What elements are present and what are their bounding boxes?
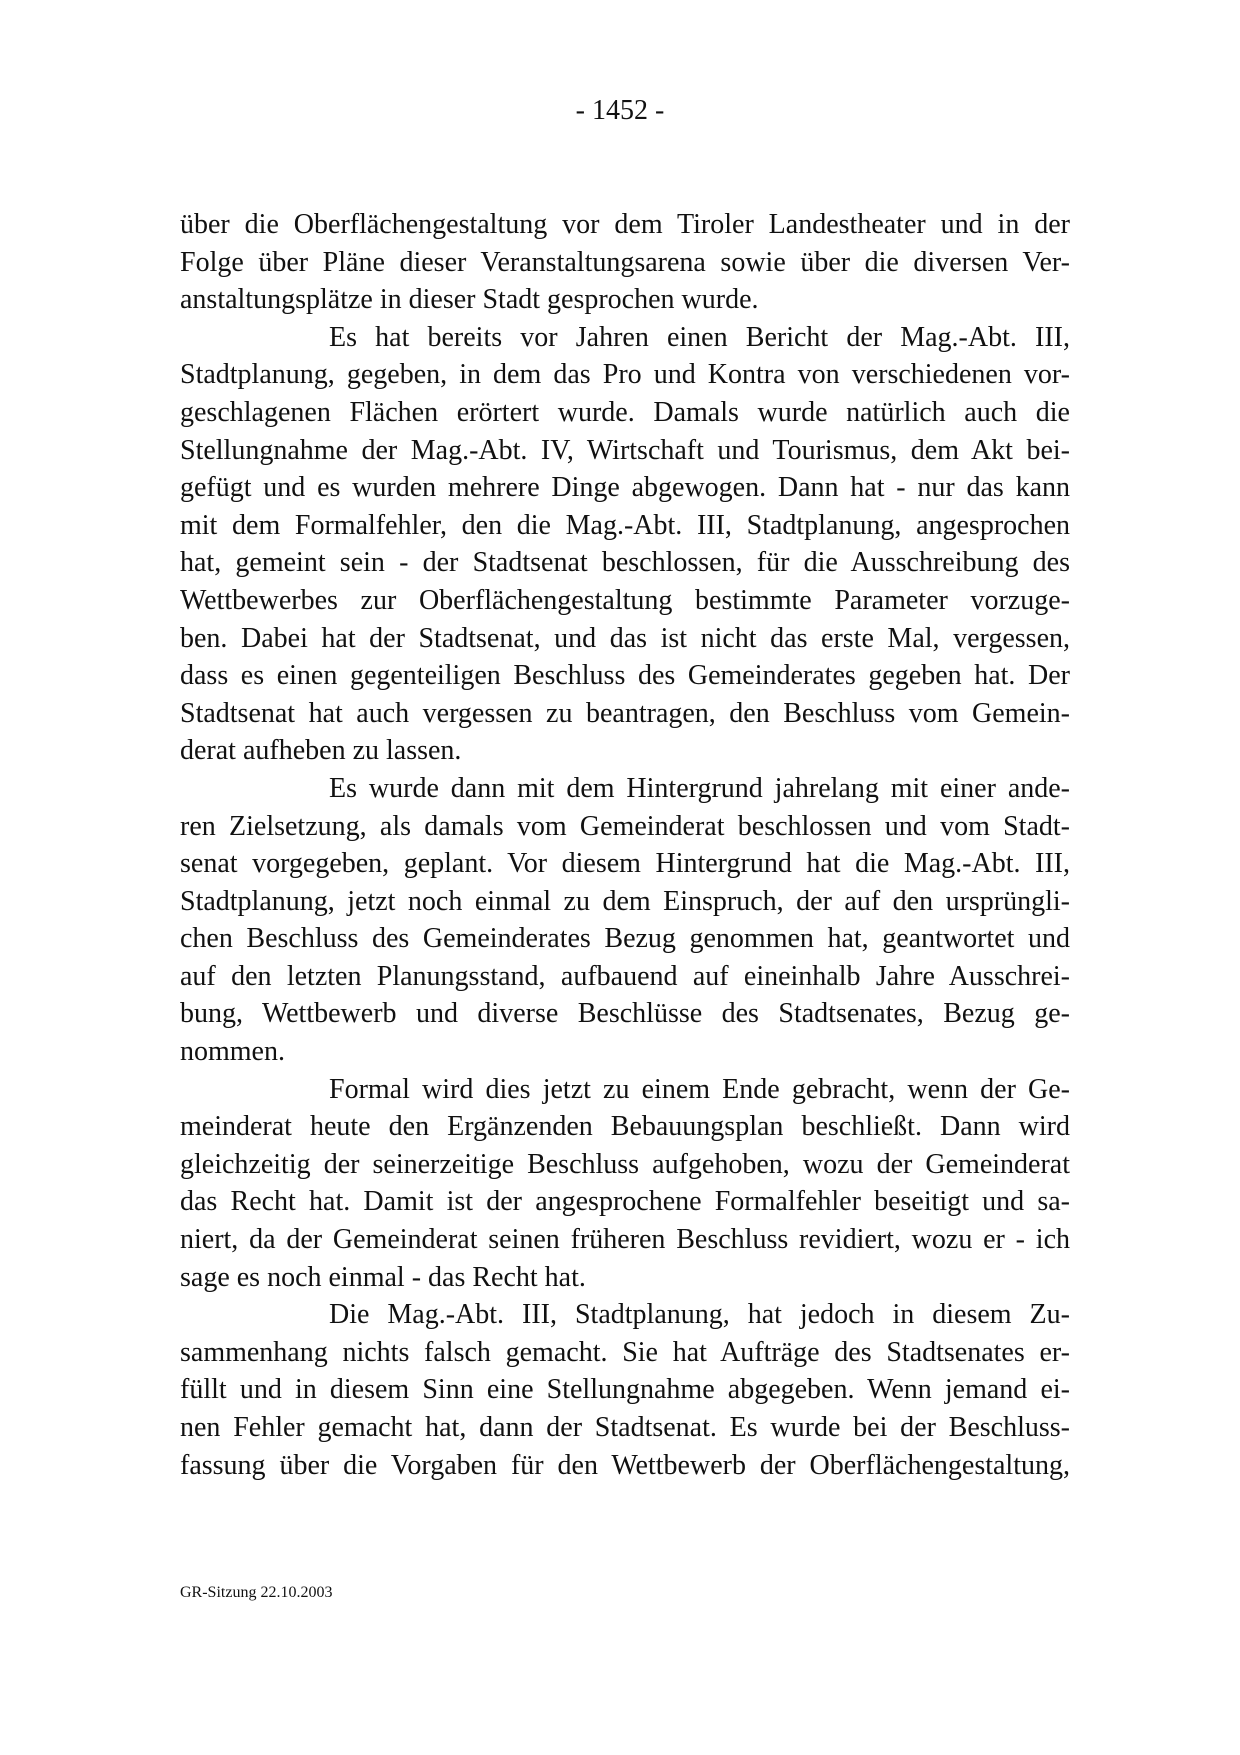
text-line: das Recht hat. Damit ist der angesprochene Formalfehler beseitigt und sa- xyxy=(180,1186,1070,1218)
text-line: nen Fehler gemacht hat, dann der Stadtsenat. Es wurde bei der Beschluss- xyxy=(180,1412,1070,1443)
text-line: chen Beschluss des Gemeinderates Bezug genommen hat, geantwortet und xyxy=(180,923,1070,955)
footer-session-date: GR-Sitzung 22.10.2003 xyxy=(180,1584,333,1601)
text-line: nommen. xyxy=(180,1036,285,1068)
text-line: derat aufheben zu lassen. xyxy=(180,735,462,767)
paragraph xyxy=(180,206,1070,319)
text-line: geschlagenen Flächen erörtert wurde. Damals wurde natürlich auch die xyxy=(180,396,1070,428)
page-number: - 1452 - xyxy=(575,95,665,126)
text-line: ben. Dabei hat der Stadtsenat, und das ist nicht das erste Mal, vergessen, xyxy=(180,622,1070,654)
text-line: hat, gemeint sein - der Stadtsenat beschlossen, für die Ausschreibung des xyxy=(180,547,1070,579)
text-line: bung, Wettbewerb und diverse Beschlüsse des Stadtsenates, Bezug ge- xyxy=(180,998,1070,1030)
text-line: senat vorgegeben, geplant. Vor diesem Hintergrund hat die Mag.-Abt. III, xyxy=(180,848,1070,880)
text-line: Stadtplanung, jetzt noch einmal zu dem Einspruch, der auf den ursprüngli- xyxy=(180,885,1070,917)
text-line: sammenhang nichts falsch gemacht. Sie hat Aufträge des Stadtsenates er- xyxy=(180,1336,1070,1368)
text-line: Wettbewerbes zur Oberflächengestaltung bestimmte Parameter vorzuge- xyxy=(180,584,1070,616)
text-line: gefügt und es wurden mehrere Dinge abgewogen. Dann hat - nur das kann xyxy=(180,472,1070,504)
text-line: Es wurde dann mit dem Hintergrund jahrelang mit einer ande- xyxy=(329,772,1070,804)
text-line: füllt und in diesem Sinn eine Stellungnahme abgegeben. Wenn jemand ei- xyxy=(180,1374,1070,1406)
paragraph xyxy=(180,1071,1070,1297)
text-line: ren Zielsetzung, als damals vom Gemeinderat beschlossen und vom Stadt- xyxy=(180,810,1070,842)
paragraph xyxy=(180,770,1070,1071)
text-line: Stadtsenat hat auch vergessen zu beantragen, den Beschluss vom Gemein- xyxy=(180,697,1070,729)
text-line: mit dem Formalfehler, den die Mag.-Abt. III, Stadtplanung, angesprochen xyxy=(180,509,1070,541)
body-text xyxy=(180,206,1070,1484)
text-line: sage es noch einmal - das Recht hat. xyxy=(180,1261,586,1293)
text-line: dass es einen gegenteiligen Beschluss des Gemeinderates gegeben hat. Der xyxy=(180,660,1070,692)
text-line: Stellungnahme der Mag.-Abt. IV, Wirtschaft und Tourismus, dem Akt bei- xyxy=(180,434,1070,466)
text-line: Formal wird dies jetzt zu einem Ende gebracht, wenn der Ge- xyxy=(329,1073,1070,1105)
text-line: gleichzeitig der seinerzeitige Beschluss aufgehoben, wozu der Gemeinderat xyxy=(180,1148,1070,1180)
text-line: Stadtplanung, gegeben, in dem das Pro und Kontra von verschiedenen vor- xyxy=(180,359,1070,391)
text-line: anstaltungsplätze in dieser Stadt gesprochen wurde. xyxy=(180,284,759,316)
text-line: auf den letzten Planungsstand, aufbauend auf eineinhalb Jahre Ausschrei- xyxy=(180,960,1070,992)
text-line: Folge über Pläne dieser Veranstaltungsarena sowie über die diversen Ver- xyxy=(180,246,1070,278)
text-line: fassung über die Vorgaben für den Wettbewerb der Oberflächengestaltung, xyxy=(180,1449,1070,1481)
text-line: über die Oberflächengestaltung vor dem Tiroler Landestheater und in der xyxy=(180,209,1070,240)
text-line: Es hat bereits vor Jahren einen Bericht der Mag.-Abt. III, xyxy=(329,321,1070,353)
text-line: niert, da der Gemeinderat seinen früheren Beschluss revidiert, wozu er - ich xyxy=(180,1224,1070,1256)
paragraph xyxy=(180,1296,1070,1484)
text-line: Die Mag.-Abt. III, Stadtplanung, hat jedoch in diesem Zu- xyxy=(329,1299,1070,1331)
paragraph xyxy=(180,319,1070,770)
text-line: meinderat heute den Ergänzenden Bebauungsplan beschließt. Dann wird xyxy=(180,1111,1070,1143)
